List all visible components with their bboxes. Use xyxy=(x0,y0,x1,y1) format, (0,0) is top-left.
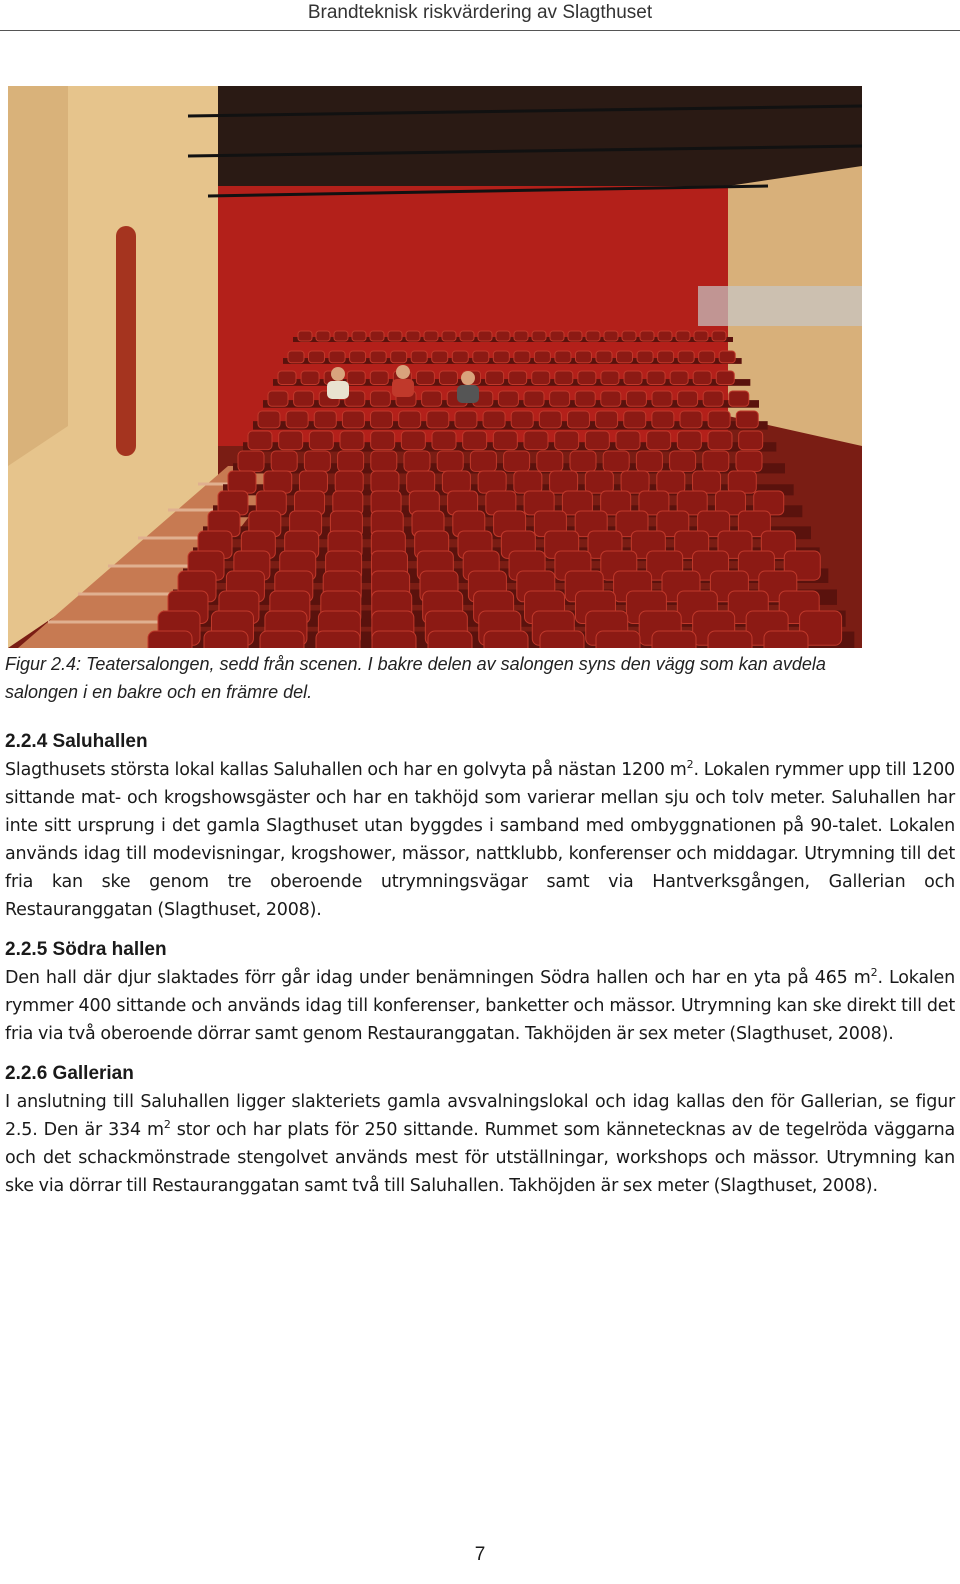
theater-seat xyxy=(406,331,420,341)
section-saluhallen xyxy=(5,728,955,924)
theater-seat xyxy=(736,451,762,471)
theater-seat xyxy=(371,411,393,428)
paragraph-text-part-1: Slagthusets största lokal kallas Saluhallen och har en golvyta på nästan 1200 m xyxy=(5,760,687,780)
theater-seat xyxy=(596,411,618,428)
theater-seat xyxy=(286,411,308,428)
theater-seat xyxy=(473,351,489,363)
theater-seat xyxy=(652,391,672,406)
theater-seat xyxy=(424,331,438,341)
theater-seat xyxy=(314,411,336,428)
theater-seat xyxy=(637,351,653,363)
theater-seat xyxy=(404,451,430,471)
theater-seat xyxy=(316,331,330,341)
theater-seat xyxy=(432,351,448,363)
theater-seat xyxy=(708,411,730,428)
theater-seat xyxy=(329,351,345,363)
theater-seat xyxy=(228,471,256,493)
theater-seat xyxy=(299,471,327,493)
theater-seat xyxy=(371,451,397,471)
theater-seat xyxy=(604,331,618,341)
theater-seat xyxy=(422,391,442,406)
theater-seat xyxy=(350,351,366,363)
theater-seat xyxy=(309,431,333,450)
theater-seat xyxy=(678,351,694,363)
theater-seat xyxy=(524,391,544,406)
theater-seat xyxy=(647,371,665,384)
person-body xyxy=(327,381,349,399)
theater-seat xyxy=(338,451,364,471)
photo-illustration xyxy=(8,86,862,648)
theater-seat xyxy=(514,351,530,363)
theater-seat xyxy=(271,451,297,471)
theater-seat xyxy=(578,371,596,384)
theater-seat xyxy=(301,371,319,384)
theater-seat xyxy=(391,351,407,363)
theater-seat xyxy=(484,631,528,648)
theater-seat xyxy=(399,411,421,428)
person-head xyxy=(331,367,345,381)
theater-seat xyxy=(260,631,304,648)
theater-seat xyxy=(370,331,384,341)
theater-seat xyxy=(148,631,192,648)
theater-seat xyxy=(708,631,752,648)
person-head xyxy=(461,371,475,385)
theater-seat xyxy=(278,371,296,384)
theater-seat xyxy=(658,331,672,341)
theater-seat xyxy=(442,471,470,493)
page-header xyxy=(0,0,960,31)
theater-seat xyxy=(550,331,564,341)
theater-seat xyxy=(729,391,749,406)
theater-seat xyxy=(703,391,723,406)
theater-seat xyxy=(437,451,463,471)
section-heading: 2.2.4 Saluhallen xyxy=(5,731,148,752)
theater-seat xyxy=(532,331,546,341)
theater-seat xyxy=(498,391,518,406)
paragraph-text-part-2: . Lokalen rymmer upp till 1200 sittande mat- och krogshowsgäster och har en takhöjd som varierar mellan sju och tolv meter. Saluhallen har inte sitt ursprung i det gamla Slagthuset utan byggdes i samband med ombyggnationen på 90-talet. Lokalen används idag till modevisningar, krogshower, mässor, nattklubb, konferenser och middagar. Utrymning till det fria kan ske genom tre oberoende utrymningsvägar samt via Hantverksgången, Gallerian och Restauranggatan (Slagthuset, 2008). xyxy=(5,760,955,920)
theater-seat xyxy=(680,411,702,428)
theater-seat xyxy=(652,631,696,648)
theater-seat xyxy=(514,471,542,493)
theater-seat xyxy=(509,371,527,384)
theater-seat xyxy=(596,631,640,648)
section-gallerian xyxy=(5,1060,955,1200)
theater-seat xyxy=(678,391,698,406)
theater-seat xyxy=(534,351,550,363)
figure-caption xyxy=(5,650,955,706)
theater-seat xyxy=(455,411,477,428)
theater-seat xyxy=(693,371,711,384)
theater-seat xyxy=(736,411,758,428)
theater-seat xyxy=(670,371,688,384)
theater-seat xyxy=(268,391,288,406)
theater-seat xyxy=(483,411,505,428)
theater-seat xyxy=(524,431,548,450)
theater-seat xyxy=(712,331,726,341)
theater-seat xyxy=(258,411,280,428)
theater-seat xyxy=(342,411,364,428)
theater-seat xyxy=(493,431,517,450)
theater-seat xyxy=(439,371,457,384)
theater-seat xyxy=(537,451,563,471)
section-paragraph xyxy=(5,964,955,1048)
theater-seat xyxy=(716,371,734,384)
theater-seat xyxy=(370,391,390,406)
theater-seat xyxy=(567,411,589,428)
theater-seat xyxy=(636,451,662,471)
theater-seat xyxy=(601,391,621,406)
theater-seat xyxy=(708,431,732,450)
theater-seat xyxy=(204,631,248,648)
theater-seat xyxy=(596,351,612,363)
theater-seat xyxy=(764,631,808,648)
theater-seat xyxy=(496,331,510,341)
theater-seat xyxy=(470,451,496,471)
theater-seat xyxy=(493,351,509,363)
theater-seat xyxy=(550,391,570,406)
theater-seat xyxy=(294,391,314,406)
theater-seat xyxy=(372,631,416,648)
section-paragraph xyxy=(5,756,955,924)
theater-seat xyxy=(616,431,640,450)
theater-seat xyxy=(555,371,573,384)
paragraph-text-part-1: I anslutning till Saluhallen ligger slakteriets gamla avsvalningslokal och idag kallas den för Gallerian, se figur 2.5. Den är 334 m xyxy=(5,1092,955,1140)
caption-line-1: Figur 2.4: Teatersalongen, sedd från scenen. I bakre delen av salongen syns den vägg som kan avdela xyxy=(5,654,826,674)
theater-seat xyxy=(352,331,366,341)
theater-seat xyxy=(601,371,619,384)
theater-seat xyxy=(586,331,600,341)
theater-seat xyxy=(371,431,395,450)
theater-seat xyxy=(621,471,649,493)
theater-seat xyxy=(728,471,756,493)
person-head xyxy=(396,365,410,379)
superscript: 2 xyxy=(686,758,694,772)
theater-seat xyxy=(347,371,365,384)
theater-seat xyxy=(677,431,701,450)
theater-seat xyxy=(739,431,763,450)
theater-seat xyxy=(452,351,468,363)
theater-seat xyxy=(401,431,425,450)
section-paragraph xyxy=(5,1088,955,1200)
theater-seat xyxy=(575,351,591,363)
theater-seat xyxy=(279,431,303,450)
person-body xyxy=(457,385,479,403)
theater-seat xyxy=(428,631,472,648)
theater-seat xyxy=(647,431,671,450)
theater-seat xyxy=(304,451,330,471)
theater-seat xyxy=(248,431,272,450)
theater-seat xyxy=(657,471,685,493)
theater-seat xyxy=(640,331,654,341)
theater-seat xyxy=(416,371,434,384)
theater-seat xyxy=(335,471,363,493)
theater-auditorium-photo xyxy=(8,86,862,648)
caption-line-2: salongen i en bakre och en främre del. xyxy=(5,682,313,702)
theater-seat xyxy=(585,471,613,493)
theater-seat xyxy=(550,471,578,493)
header-title: Brandteknisk riskvärdering av Slagthuset xyxy=(307,2,653,23)
theater-seat xyxy=(504,451,530,471)
theater-seat xyxy=(532,371,550,384)
person-body xyxy=(392,379,414,397)
theater-seat xyxy=(288,351,304,363)
theater-seat xyxy=(540,631,584,648)
theater-seat xyxy=(624,371,642,384)
page-number: 7 xyxy=(474,1544,486,1565)
theater-seat xyxy=(370,371,388,384)
theater-seat xyxy=(427,411,449,428)
theater-seat xyxy=(309,351,325,363)
theater-seat xyxy=(460,331,474,341)
theater-seat xyxy=(575,391,595,406)
theater-seat xyxy=(371,471,399,493)
document-body xyxy=(5,728,955,1212)
theater-seat xyxy=(411,351,427,363)
theater-seat xyxy=(478,331,492,341)
theater-seat xyxy=(539,411,561,428)
theater-seat xyxy=(585,431,609,450)
superscript: 2 xyxy=(870,966,878,980)
theater-seat xyxy=(603,451,629,471)
theater-seat xyxy=(652,411,674,428)
theater-seat xyxy=(617,351,633,363)
theater-seat xyxy=(432,431,456,450)
theater-seat xyxy=(486,371,504,384)
theater-seat xyxy=(555,351,571,363)
theater-seat xyxy=(463,431,487,450)
superscript: 2 xyxy=(163,1118,171,1132)
paragraph-text-part-2: stor och har plats för 250 sittande. Rummet som kännetecknas av de tegelröda väggarna och det schackmönstrade stengolvet används mest för utställningar, workshops och mässor. Utrymning kan ske via dörrar till Restauranggatan samt två till Saluhallen. Takhöjden är sex meter (Slagthuset, 2008). xyxy=(5,1120,955,1196)
theater-seat xyxy=(693,471,721,493)
theater-seat xyxy=(658,351,674,363)
theater-seat xyxy=(568,331,582,341)
section-heading: 2.2.5 Södra hallen xyxy=(5,939,167,960)
paragraph-text-part-2: . Lokalen rymmer 400 sittande och används idag till konferenser, banketter och mässor. Utrymning kan ske direkt till det fria via två oberoende dörrar samt genom Restauranggatan. Takhöjden är sex meter (Slagthuset, 2008). xyxy=(5,968,955,1044)
theater-seat xyxy=(555,431,579,450)
theater-seat xyxy=(622,331,636,341)
theater-seat xyxy=(238,451,264,471)
theater-seat xyxy=(407,471,435,493)
theater-seat xyxy=(570,451,596,471)
theater-seat xyxy=(626,391,646,406)
theater-seat xyxy=(514,331,528,341)
section-sodra-hallen xyxy=(5,936,955,1048)
paragraph-text-part-1: Den hall där djur slaktades förr går idag under benämningen Södra hallen och har en yta på 465 m xyxy=(5,968,871,988)
theater-seat xyxy=(670,451,696,471)
theater-seat xyxy=(511,411,533,428)
theater-seat xyxy=(264,471,292,493)
theater-seat xyxy=(388,331,402,341)
theater-seat xyxy=(699,351,715,363)
theater-seat xyxy=(316,631,360,648)
theater-seat xyxy=(340,431,364,450)
theater-seat xyxy=(624,411,646,428)
theater-seat xyxy=(478,471,506,493)
theater-seat xyxy=(694,331,708,341)
section-heading: 2.2.6 Gallerian xyxy=(5,1063,134,1084)
theater-seat xyxy=(370,351,386,363)
theater-seat xyxy=(442,331,456,341)
theater-seat xyxy=(703,451,729,471)
theater-seat xyxy=(334,331,348,341)
theater-seat xyxy=(719,351,735,363)
theater-seat xyxy=(298,331,312,341)
theater-seat xyxy=(676,331,690,341)
